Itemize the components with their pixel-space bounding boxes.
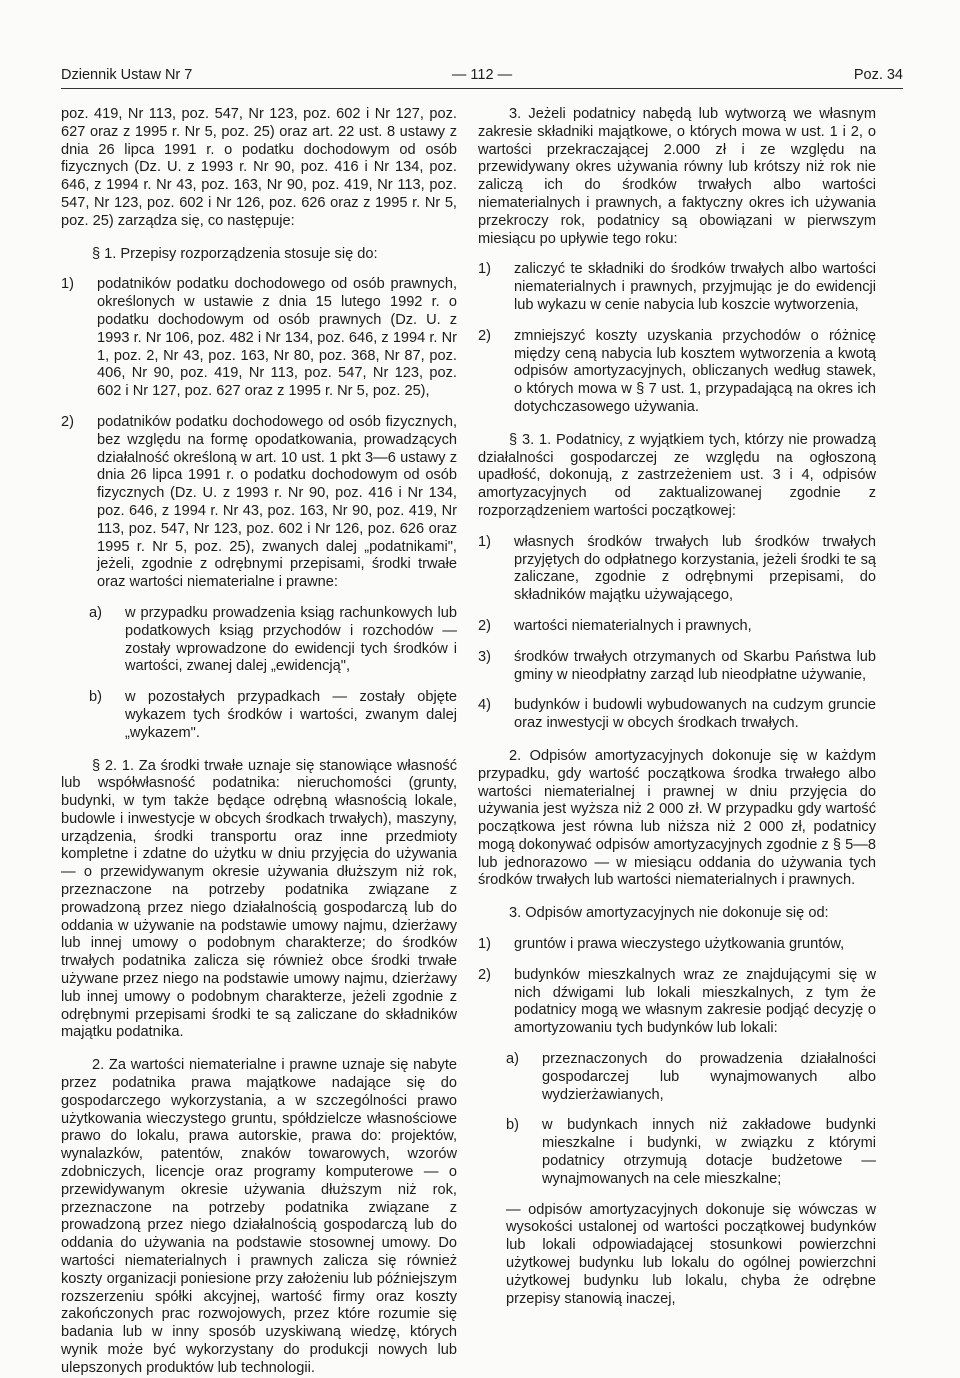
section-3-item-1 [478,534,876,605]
paragraph-3-item-1 [478,261,876,314]
item-number: 2) [478,617,491,634]
exclusion-item-1 [478,936,876,954]
section-1-intro: § 1. Przepisy rozporządzenia stosuje się do: [92,245,378,262]
dash-paragraph: — odpisów amortyzacyjnych dokonuje się wówczas w wysokości ustalonej od wartości początkowej budynków lub lokali odpowiadającej stosunkowi powierzchni użytkowej budynku lub lokalu do ogólnej powierzchni użytkowej budynku lub lokalu, chyba że odrębne przepisy stanowią inaczej, [506,1201,876,1307]
section-2-paragraph-3: 3. Jeżeli podatnicy nabędą lub wytworzą we własnym zakresie składniki majątkowe, o których mowa w ust. 1 i 2, o wartości przekraczającej 2.000 zł i ze względu na przewidywany okres używania równy lub krótszy niż rok nie zaliczą ich do środków trwałych albo wartości niematerialnych i prawnych, a faktyczny okres ich używania przekroczy rok, podatnicy są obowiązani w pierwszym miesiącu po upływie tego roku: [478,106,876,247]
item-number: 2) [478,327,491,344]
section-2-paragraph-2: 2. Za wartości niematerialne i prawne uznaje się nabyte przez podatnika prawa majątkowe nadające się do gospodarczego wykorzystania, a w szczególności prawo użytkowania wieczystego gruntu, spółdzielcze własnościowe prawo do lokalu, prawa autorskie, prawa do: projektów, wynalazków, patentów, znaków towarowych, wzorów zdobniczych, licencje oraz programy komputerowe — o przewidywanym okresie używania dłuższym niż rok, przeznaczone na potrzeby podatnika związane z prowadzoną przez niego działalnością gospodarczą lub do oddania do używania na podstawie stosownej umowy. Do wartości niematerialnych i prawnych zalicza się również koszty organizacji poniesione przy założeniu lub późniejszym rozszerzeniu spółki akcyjnej, wartość firmy oraz koszty zakończonych prac rozwojowych, przez które rozumie się badania lub w inny sposób uzyskiwaną wiedzę, których wynik może być wykorzystany do produkcji nowych lub ulepszonych produktów lub technologii. [61,1057,457,1376]
section-3-paragraph-2: 2. Odpisów amortyzacyjnych dokonuje się w każdym przypadku, gdy wartość początkowa środka trwałego albo wartości niematerialnej i prawnej w dniu przyjęcia do używania jest wyższa niż 2 000 zł. W przypadku gdy wartość początkowa jest równa lub niższa niż 2 000 zł, podatnicy mogą dokonywać odpisów amortyzacyjnych zgodnie z § 5—8 lub jednorazowo — w miesiącu oddania do używania tych środków trwałych lub wartości niematerialnych i prawnych. [478,747,876,889]
item-number: 4) [478,697,491,714]
item-text: zaliczyć te składniki do środków trwałych albo wartości niematerialnych i prawnych, przyjmując je do ewidencji lub wykazu w cenie nabycia lub koszcie wytworzenia, [514,261,876,313]
right-column [478,106,876,1308]
subitem-letter: a) [89,604,102,621]
subitem-text: w budynkach innych niż zakładowe budynki mieszkalne i budynki, w związku z którymi podatnicy otrzymują dotacje budżetowe — wynajmowanych na cele mieszkalne; [542,1117,876,1187]
journal-title: Dziennik Ustaw Nr 7 [61,67,193,83]
section-1-item-2 [61,414,457,592]
position-number: Poz. 34 [853,67,903,83]
item-text: gruntów i prawa wieczystego użytkowania gruntów, [514,936,845,953]
item-text: budynków mieszkalnych wraz ze znajdującymi się w nich dźwigami lub lokali mieszkalnych, z tym że podatnicy mogą we własnym zakresie podjąć decyzję o amortyzowaniu tych budynków lub lokali: [514,966,876,1037]
item-number: 2) [61,413,74,430]
page-header [61,66,903,88]
exclusion-item-2 [478,967,876,1038]
item-text: wartości niematerialnych i prawnych, [514,617,752,634]
section-1-subitem-b [61,689,457,742]
section-3-paragraph-1: § 3. 1. Podatnicy, z wyjątkiem tych, którzy nie prowadzą działalności gospodarczej ze względu na ogłoszoną upadłość, dokonują, z zastrzeżeniem ust. 3 i 4, odpisów amortyzacyjnych od zaktualizowanej zgodnie z rozporządzeniem wartości początkowej: [478,431,876,519]
subitem-text: w pozostałych przypadkach — zostały objęte wykazem tych środków i wartości, zwanym dalej „wykazem". [125,689,457,741]
item-number: 3) [478,648,491,665]
section-3-item-3 [478,649,876,685]
subitem-text: przeznaczonych do prowadzenia działalności gospodarczej lub wynajmowanych albo wydzierżawianych, [542,1051,876,1103]
section-3-paragraph-3: 3. Odpisów amortyzacyjnych nie dokonuje się od: [509,905,829,922]
item-text: podatników podatku dochodowego od osób fizycznych, bez względu na formę opodatkowania, prowadzących działalność określoną w art. 10 ust. 1 pkt 3—6 ustawy z dnia 26 lipca 1991 r. o podatku dochodowym od osób fizycznych (Dz. U. z 1993 r. Nr 90, poz. 416 i Nr 134, poz. 646, z 1994 r. Nr 43, poz. 163, Nr 90, poz. 419, Nr 113, poz. 547, Nr 123, poz. 602 i Nr 126, poz. 626 oraz 1995 r. Nr 5, poz. 25), zwanych dalej „podatnikami", jeżeli, zgodnie z odrębnymi przepisami, środki trwałe oraz wartości niematerialne i prawne: [97,413,457,591]
item-number: 1) [478,936,491,953]
page-number: — 112 — [451,67,513,83]
exclusion-subitem-a [478,1051,876,1104]
item-text: podatników podatku dochodowego od osób prawnych, określonych w ustawie z dnia 15 lutego 1992 r. o podatku dochodowym od osób prawnych (Dz. U. z 1993 r. Nr 106, poz. 482 i Nr 134, poz. 646, z 1994 r. Nr 1, poz. 2, Nr 43, poz. 163, Nr 80, poz. 368, Nr 87, poz. 406, Nr 90, poz. 419, Nr 113, poz. 547, Nr 123, poz. 602 i Nr 127, poz. 627 oraz z 1995 r. Nr 5, poz. 25), [97,276,457,400]
item-number: 2) [478,966,491,983]
item-number: 1) [61,276,74,293]
subitem-letter: a) [506,1051,519,1068]
section-2-paragraph-1: § 2. 1. Za środki trwałe uznaje się stanowiące własność lub współwłasność podatnika: nieruchomości (grunty, budynki, w tym także będące odrębną własnością lokale, budowle i inwestycje w obcych środkach trwałych), maszyny, urządzenia, środki transportu oraz inne przedmioty kompletne i zdatne do użytku w dniu przyjęcia do używania — o przewidywanym okresie używania dłuższym niż rok, przeznaczone na potrzeby podatnika związane z prowadzoną przez niego działalnością gospodarczą lub do oddania w używanie na podstawie umowy najmu, dzierżawy lub innej umowy o podobnym charakterze; do środków trwałych podatnika zalicza się również obce środki trwałe używane przez niego na podstawie umowy najmu, dzierżawy lub innej umowy o podobnym charakterze, jeżeli zgodnie z odrębnymi przepisami środki te są zaliczane do składników majątku podatnika. [61,757,457,1041]
section-1-subitem-a [61,605,457,676]
intro-paragraph: poz. 419, Nr 113, poz. 547, Nr 123, poz. 602 i Nr 127, poz. 627 oraz z 1995 r. Nr 5, poz. 25) oraz art. 22 ust. 8 ustawy z dnia 26 lipca 1991 r. o podatku dochodowym od osób fizycznych (Dz. U. z 1993 r. Nr 90, poz. 416 i Nr 134, poz. 646, z 1994 r. Nr 43, poz. 163, Nr 90, poz. 419, Nr 113, poz. 547, Nr 123, poz. 602 i Nr 126, poz. 626 oraz z 1995 r. Nr 5, poz. 25) zarządza się, co następuje: [61,106,457,229]
subitem-text: w przypadku prowadzenia ksiąg rachunkowych lub podatkowych ksiąg przychodów i rozchodów — zostały wprowadzone do ewidencji tych środków i wartości, zwanej dalej „ewidencją", [125,604,457,675]
item-number: 1) [478,261,491,278]
item-text: zmniejszyć koszty uzyskania przychodów o różnicę między ceną nabycia lub kosztem wytworzenia a kwotą odpisów amortyzacyjnych, obliczanych według stawek, o których mowa w § 7 ust. 1, przypadającą na okres ich dotychczasowego używania. [514,327,876,415]
item-text: własnych środków trwałych lub środków trwałych przyjętych do odpłatnego korzystania, jeżeli środki te są zaliczane, zgodnie z odrębnymi przepisami, do składników majątku używającego, [514,533,876,604]
section-1-item-1 [61,276,457,401]
header-rule [61,88,903,89]
left-column [61,106,457,1378]
paragraph-3-item-2 [478,328,876,417]
subitem-letter: b) [89,689,102,706]
section-3-item-4 [478,697,876,733]
item-text: środków trwałych otrzymanych od Skarbu Państwa lub gminy w nieodpłatny zarząd lub nieodpłatne używanie, [514,648,876,683]
item-text: budynków i budowli wybudowanych na cudzym gruncie oraz inwestycji w obcych środkach trwałych. [514,697,876,732]
exclusion-subitem-b [478,1117,876,1188]
section-3-item-2 [478,618,876,636]
subitem-letter: b) [506,1117,519,1134]
item-number: 1) [478,533,491,550]
